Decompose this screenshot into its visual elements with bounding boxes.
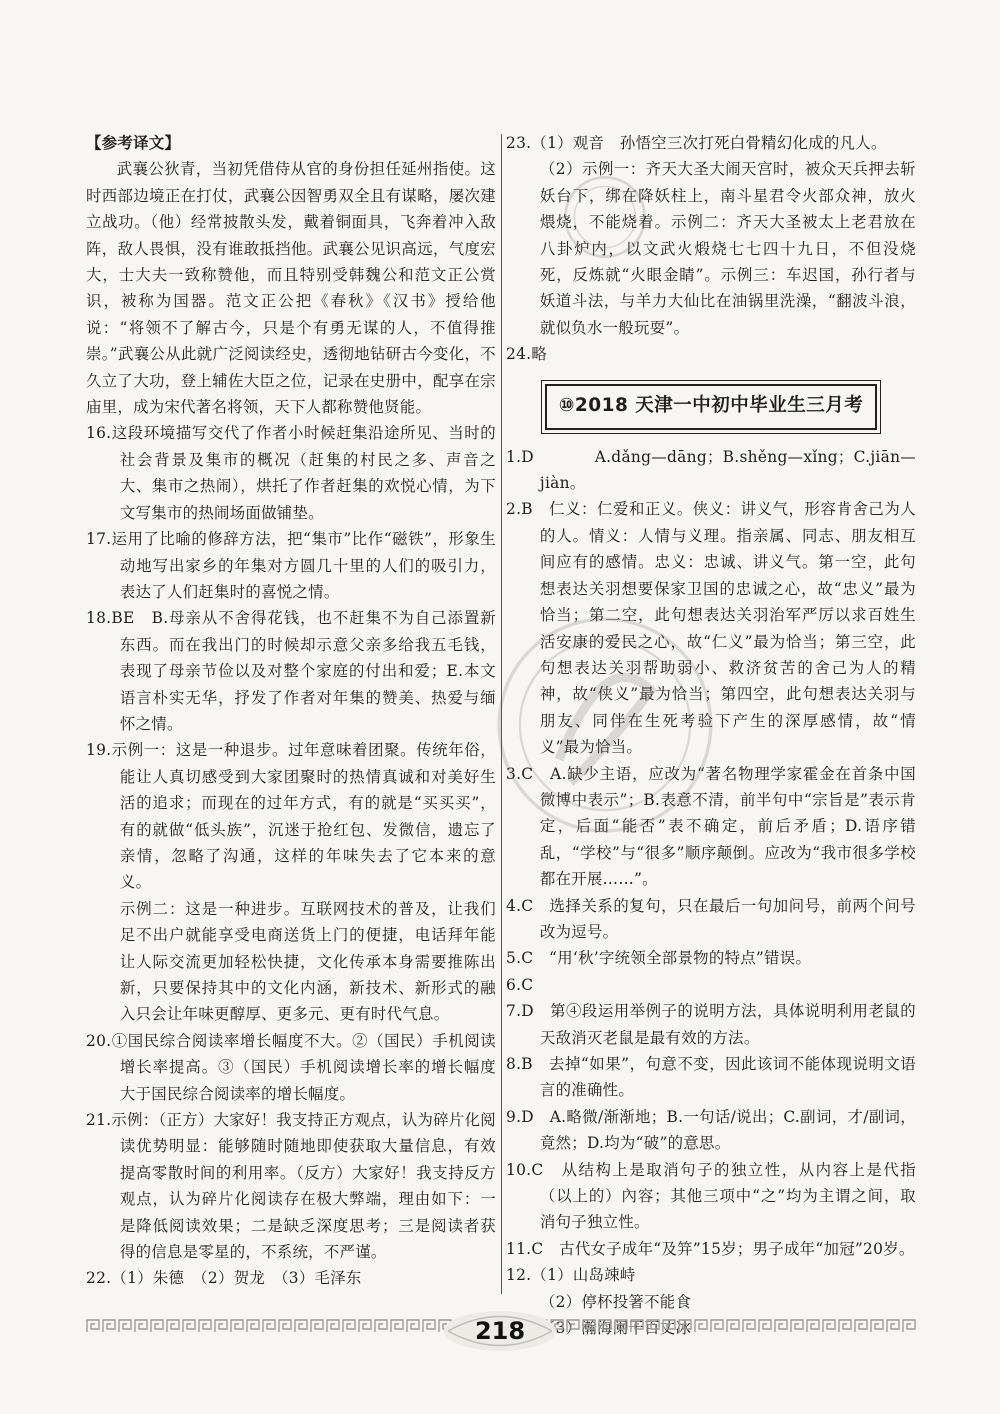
answer-subitem: （2）示例一：齐天大圣大闹天宫时，被众天兵押去斩妖台下，绑在降妖柱上，南斗星君令火部众神，放火煨烧，不能烧着。示例二：齐天大圣被太上老君放在八卦炉内，以文武火煅烧七七四十九日，不但没烧死，反炼就“火眼金睛”。示例三：车迟国，孙行者与妖道斗法，与羊力大仙比在油锅里洗澡，“翻波斗浪，就似负水一般玩耍”。 — [539, 160, 916, 337]
answer-item: 18.BE B.母亲从不舍得花钱，也不赶集不为自己添置新东西。而在我出门的时候却示意父亲多给我五毛钱，表现了母亲节俭以及对整个家庭的付出和爱；E.本文语言朴实无华，抒发了作者对年集的赞美、热爱与缅怀之情。 — [86, 609, 496, 733]
answer-item: 11.C 古代女子成年“及笄”15岁；男子成年“加冠”20岁。 — [506, 1239, 915, 1258]
page-number-badge — [442, 1308, 558, 1354]
answer-item: 21.示例：（正方）大家好！我支持正方观点，认为碎片化阅读优势明显：能够随时随地即使获取大量信息，有效提高零散时间的利用率。（反方）大家好！我支持反方观点，认为碎片化阅读存在极大弊端，理由如下：一是降低阅读效果；二是缺乏深度思考；三是阅读者获得的信息是零星的，不系统，不严谨。 — [86, 1111, 496, 1262]
answer-item: 5.C “用‘秋’字统领全部景物的特点”错误。 — [506, 949, 812, 968]
page-number: 218 — [474, 1317, 526, 1345]
answer-item: 20.①国民综合阅读率增长幅度不大。②（国民）手机阅读增长率提高。③（国民）手机阅读增长率的增长幅度大于国民综合阅读率的增长幅度。 — [86, 1031, 496, 1103]
answer-item: 17.运用了比喻的修辞方法，把“集市”比作“磁铁”，形象生动地写出家乡的年集对方圆几十里的人们的吸引力，表达了人们赶集时的喜悦之情。 — [86, 530, 496, 601]
left-column — [86, 130, 496, 1292]
column-divider — [501, 134, 502, 1294]
answer-item: 3.C A.缺少主语，应改为“著名物理学家霍金在首条中国微博中表示”；B.表意不清，前半句中“宗旨是”表示肯定，后面“能否”表不确定，前后矛盾；D.语序错乱，“学校”与“很多”顺序颠倒。应改为“我市很多学校都在开展……”。 — [506, 764, 916, 889]
answer-item: 16.这段环境描写交代了作者小时候赶集沿途所见、当时的社会背景及集市的概况（赶集的村民之多、声音之大、集市之热闹），烘托了作者赶集的欢悦心情，为下文写集市的热闹场面做铺垫。 — [86, 424, 496, 522]
answer-item: 6.C — [506, 975, 534, 994]
answer-item: 4.C 选择关系的复句，只在最后一句加问号，前两个问号改为逗号。 — [506, 896, 916, 941]
answer-item: 8.B 去掉“如果”，句意不变，因此该词不能体现说明文语言的准确性。 — [506, 1055, 916, 1100]
answer-item: 12.（1）山岛竦峙 — [506, 1266, 636, 1285]
exam-title-box — [545, 384, 877, 430]
answer-item: 2.B 仁义：仁爱和正义。侠义：讲义气，形容肯舍己为人的人。情义：人情与义理。指亲属、同志、朋友相互间应有的感情。忠义：忠诚、讲义气。第一空，此句想表达关羽想要保家卫国的忠诚之心，故“忠义”最为恰当；第二空，此句想表达关羽治军严厉以求百姓生活安康的爱民之心，故“仁义”最为恰当；第三空，此句想表达关羽帮助弱小、救济贫苦的舍己为人的精神，故“侠义”最为恰当；第四空，此句想表达关羽与朋友、同伴在生死考验下产生的深厚感情，故“情义”最为恰当。 — [506, 500, 916, 757]
answer-item: 9.D A.略微/渐渐地；B.一句话/说出；C.副词，才/副词，竟然；D.均为“破”的意思。 — [506, 1107, 916, 1153]
answer-list-right-bottom — [506, 444, 916, 1342]
exam-title: ⑩2018 天津一中初中毕业生三月考 — [558, 395, 864, 417]
answer-item: 7.D 第④段运用举例子的说明方法，具体说明利用老鼠的天敌消灭老鼠是最有效的方法。 — [506, 1002, 916, 1047]
answer-list-left — [86, 420, 496, 1291]
answer-item: 19.示例一：这是一种退步。过年意味着团聚。传统年俗，能让人真切感受到大家团聚时的热情真诚和对美好生活的追求；而现在的过年方式，有的就是“买买买”，有的就做“低头族”，沉迷于抢红包、发微信，遗忘了亲情，忽略了沟通，这样的年味失去了它本来的意义。 — [86, 741, 496, 892]
answer-subitem: （2）停杯投箸不能食 — [539, 1292, 692, 1311]
answer-item: 1.D A.dǎng—dāng；B.shěng—xǐng；C.jiān—jiàn。 — [506, 447, 916, 493]
answer-item: 23.（1）观音 孙悟空三次打死白骨精幻化成的凡人。 — [506, 134, 887, 152]
stamp-icon — [560, 172, 650, 262]
answer-item: 10.C 从结构上是取消句子的独立性，从内容上是代指（以上的）內容；其他三项中“之”均为主谓之间，取消句子独立性。 — [506, 1160, 916, 1232]
translation-paragraph: 武襄公狄青，当初凭借侍从官的身份担任延州指使。这时西部边境正在打仗，武襄公因智勇双全且有谋略，屡次建立战功。（他）经常披散头发，戴着铜面具，飞奔着冲入敌阵，敌人畏惧，没有谁敢抵挡他。武襄公见识高远，气度宏大，士大夫一致称赞他，而且特别受韩魏公和范文正公赏识，被称为国器。范文正公把《春秋》《汉书》授给他说：“将领不了解古今，只是个有勇无谋的人，不值得推崇。”武襄公从此就广泛阅读经史，透彻地钻研古今变化，不久立了大功，登上辅佐大臣之位，记录在史册中，配享在宗庙里，成为宋代著名将领，天下人都称赞他贤能。 — [86, 160, 496, 417]
answer-item: 22.（1）朱德 （2）贺龙 （3）毛泽东 — [86, 1269, 362, 1288]
reference-translation-heading: 【参考译文】 — [86, 134, 181, 152]
right-column — [506, 130, 916, 1341]
answer-item: 24.略 — [506, 345, 548, 364]
answer-subitem: 示例二：这是一种进步。互联网技术的普及，让我们足不出户就能享受电商送货上门的便捷，电话拜年能让人际交流更加轻松快捷，文化传承本身需要推陈出新，只要保持其中的文化内涵，新技术、新形式的融入只会让年味更醇厚、更多元、更有时代气息。 — [119, 899, 496, 1024]
